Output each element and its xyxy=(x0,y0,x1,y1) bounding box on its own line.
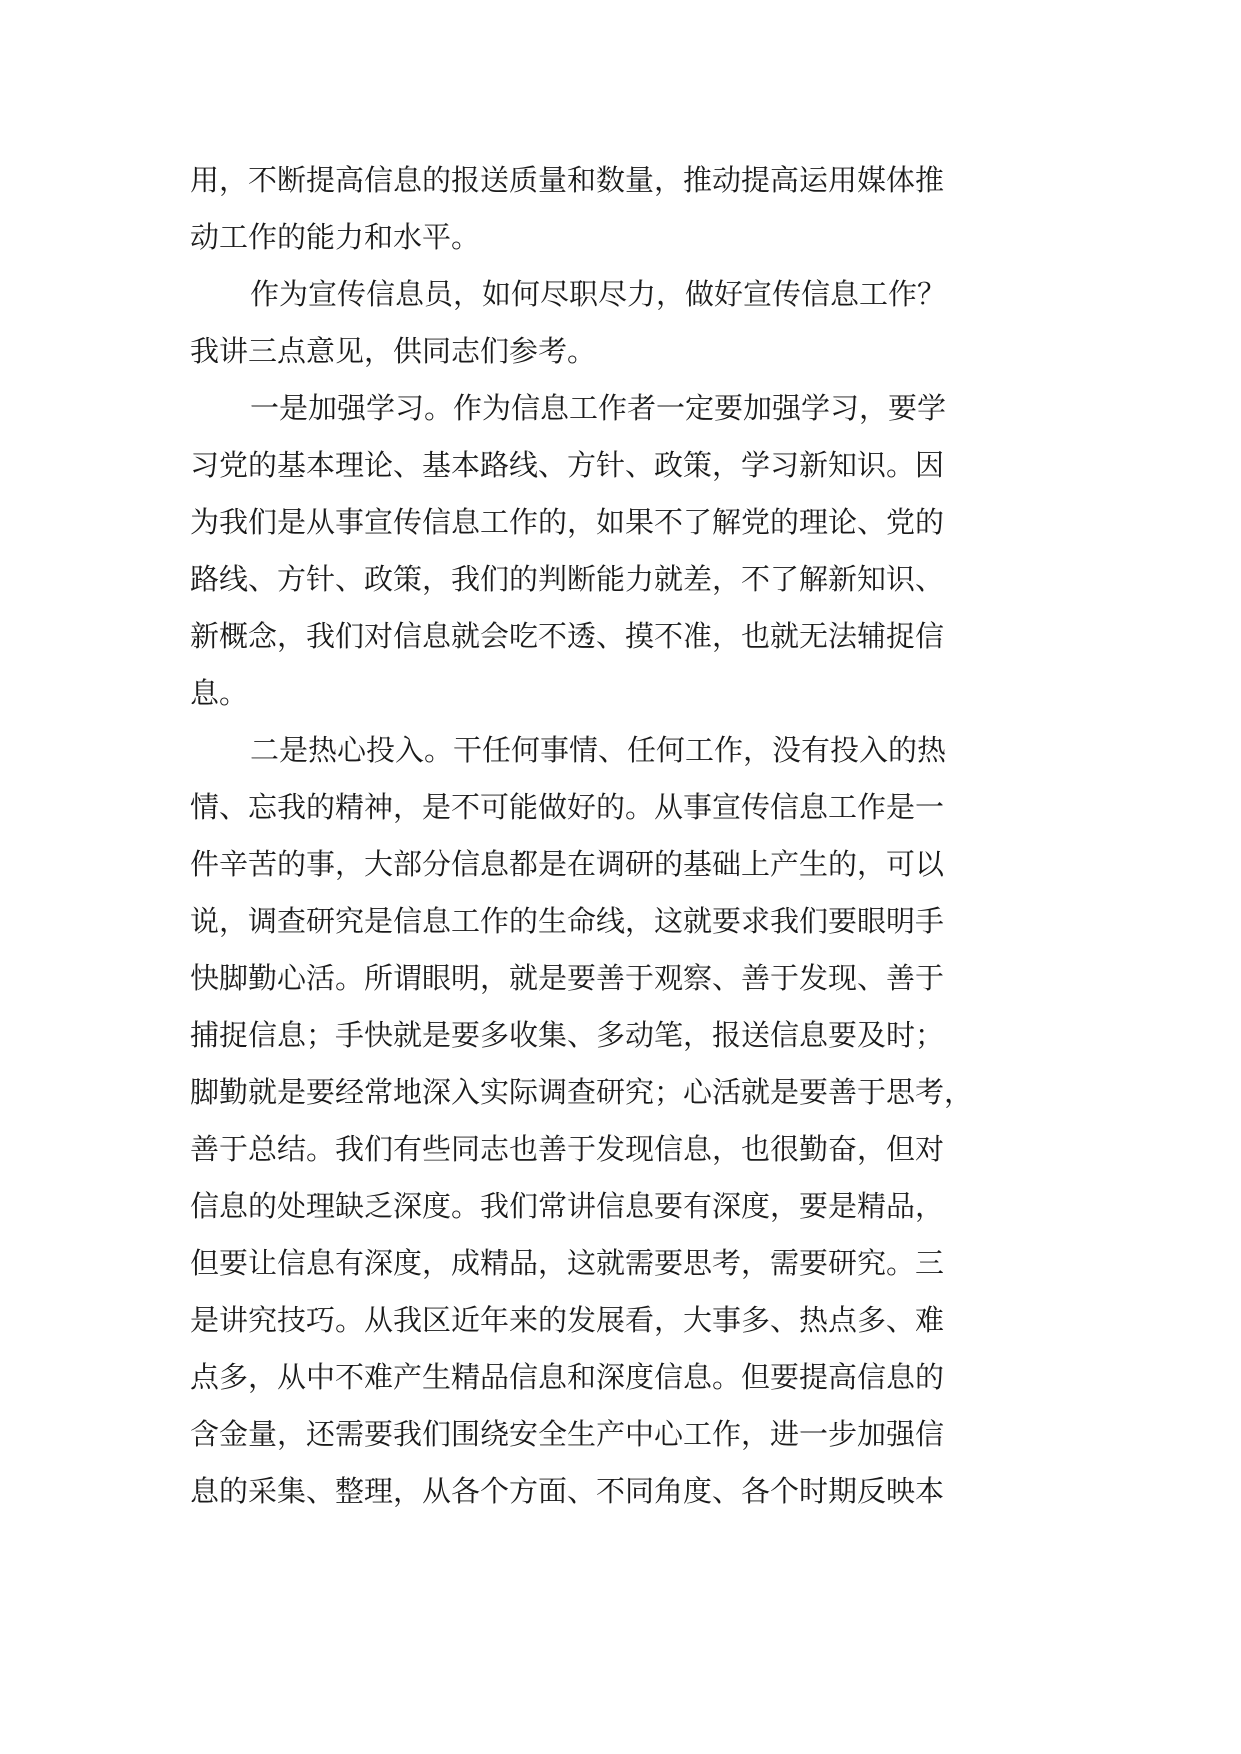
paragraph-start-line: 一是加强学习。作为信息工作者一定要加强学习，要学 xyxy=(250,391,947,425)
paragraph-start-line: 作为宣传信息员，如何尽职尽力，做好宣传信息工作？ xyxy=(250,277,947,311)
text-line: 我讲三点意见，供同志们参考。 xyxy=(190,334,597,368)
paragraph-start-line: 二是热心投入。干任何事情、任何工作，没有投入的热 xyxy=(250,733,947,767)
text-line: 新概念，我们对信息就会吃不透、摸不准，也就无法辅捉信 xyxy=(190,619,945,653)
text-line: 动工作的能力和水平。 xyxy=(190,220,481,254)
text-line: 脚勤就是要经常地深入实际调查研究；心活就是要善于思考， xyxy=(190,1075,974,1109)
text-line: 习党的基本理论、基本路线、方针、政策，学习新知识。因 xyxy=(190,448,945,482)
text-line: 说，调查研究是信息工作的生命线，这就要求我们要眼明手 xyxy=(190,904,945,938)
text-line: 用，不断提高信息的报送质量和数量，推动提高运用媒体推 xyxy=(190,163,945,197)
text-line: 件辛苦的事，大部分信息都是在调研的基础上产生的，可以 xyxy=(190,847,945,881)
text-line: 含金量，还需要我们围绕安全生产中心工作，进一步加强信 xyxy=(190,1417,945,1451)
text-line: 善于总结。我们有些同志也善于发现信息，也很勤奋，但对 xyxy=(190,1132,945,1166)
text-line: 但要让信息有深度，成精品，这就需要思考，需要研究。三 xyxy=(190,1246,945,1280)
text-line: 信息的处理缺乏深度。我们常讲信息要有深度，要是精品， xyxy=(190,1189,945,1223)
text-line: 息。 xyxy=(190,676,249,710)
text-line: 路线、方针、政策，我们的判断能力就差，不了解新知识、 xyxy=(190,562,945,596)
text-line: 捕捉信息；手快就是要多收集、多动笔，报送信息要及时； xyxy=(190,1018,945,1052)
text-line: 情、忘我的精神，是不可能做好的。从事宣传信息工作是一 xyxy=(190,790,945,824)
text-line: 息的采集、整理，从各个方面、不同角度、各个时期反映本 xyxy=(190,1474,945,1508)
text-line: 是讲究技巧。从我区近年来的发展看，大事多、热点多、难 xyxy=(190,1303,945,1337)
text-line: 点多，从中不难产生精品信息和深度信息。但要提高信息的 xyxy=(190,1360,945,1394)
text-line: 为我们是从事宣传信息工作的，如果不了解党的理论、党的 xyxy=(190,505,945,539)
text-line: 快脚勤心活。所谓眼明，就是要善于观察、善于发现、善于 xyxy=(190,961,945,995)
